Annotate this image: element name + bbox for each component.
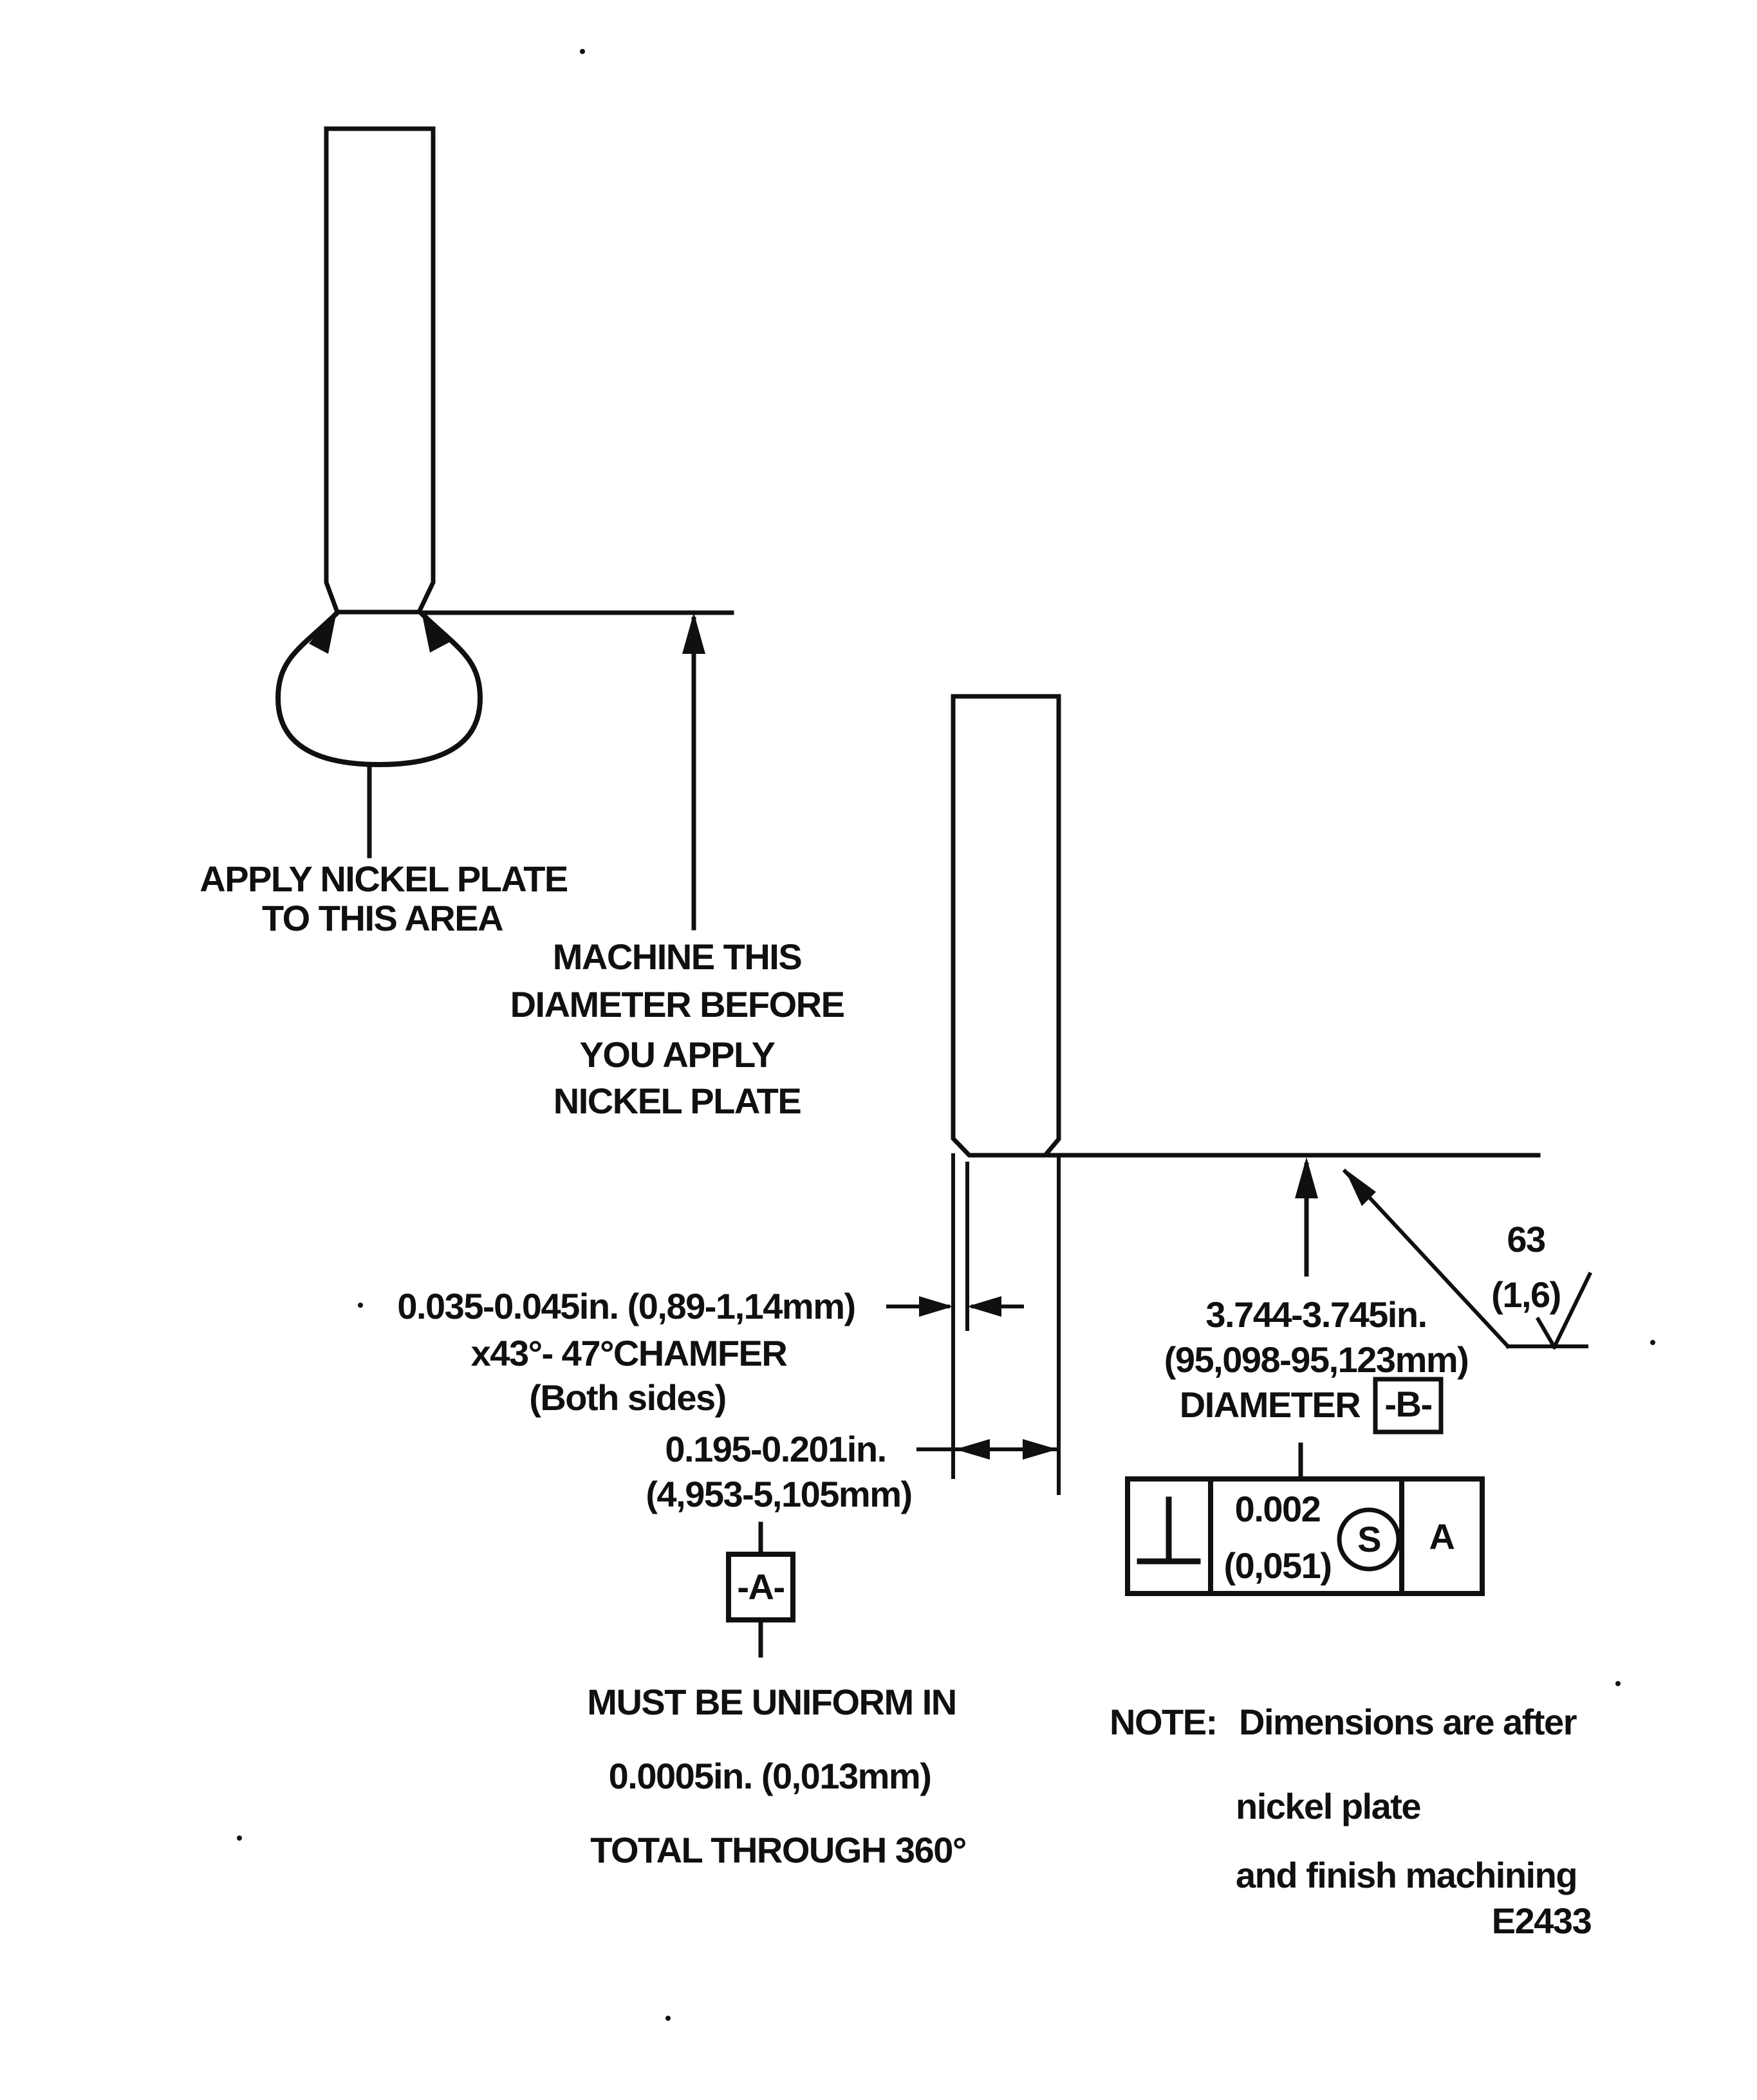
machine-diameter-label-line2: DIAMETER BEFORE: [510, 984, 844, 1025]
fcf-tolerance-in: 0.002: [1234, 1489, 1321, 1529]
width-dim-arrowhead-right: [1023, 1439, 1057, 1460]
machine-diameter-label-line1: MACHINE THIS: [552, 936, 802, 977]
nickel-plate-balloon: [278, 615, 480, 765]
fcf-material-modifier: S: [1357, 1519, 1380, 1559]
diameter-arrowhead-up: [1295, 1157, 1318, 1198]
width-dimension-line1: 0.195-0.201in.: [665, 1429, 886, 1469]
chamfer-dimension-line2: x43°- 47°CHAMFER: [470, 1333, 787, 1373]
chamfer-dimension-line3: (Both sides): [529, 1377, 726, 1418]
photocopy-speck: [665, 2016, 671, 2021]
balloon-arrowhead-left: [309, 609, 337, 654]
photocopy-speck: [1615, 1681, 1621, 1686]
uniformity-note-line2: 0.0005in. (0,013mm): [608, 1756, 931, 1796]
machine-diameter-label-line3: YOU APPLY: [579, 1034, 775, 1075]
width-dimension-line2: (4,953-5,105mm): [646, 1474, 912, 1514]
photocopy-speck: [237, 1835, 242, 1841]
datum-b-label: -B-: [1384, 1384, 1432, 1424]
uniformity-note-line3: TOTAL THROUGH 360°: [590, 1830, 966, 1870]
right-part-outline: [953, 696, 1059, 1155]
figure-id: E2433: [1491, 1900, 1592, 1941]
width-dim-arrowhead-left: [955, 1439, 990, 1460]
diameter-dimension-line2: (95,098-95,123mm): [1164, 1339, 1469, 1380]
surface-check-icon-left-leg: [1538, 1319, 1554, 1347]
apply-nickel-plate-label-line2: TO THIS AREA: [261, 898, 503, 938]
fcf-tolerance-mm: (0,051): [1223, 1545, 1332, 1586]
note-line1: Dimensions are after: [1239, 1702, 1576, 1742]
chamfer-dim-arrowhead-left: [919, 1296, 953, 1317]
apply-nickel-plate-label-line1: APPLY NICKEL PLATE: [200, 859, 568, 899]
machine-diameter-label-line4: NICKEL PLATE: [553, 1081, 801, 1121]
chamfer-dimension-line1: 0.035-0.045in. (0,89-1,14mm): [397, 1286, 855, 1326]
datum-a-label: -A-: [737, 1566, 785, 1607]
chamfer-dim-arrowhead-right: [967, 1296, 1001, 1317]
note-line3: and finish machining: [1236, 1855, 1577, 1895]
diameter-dimension-line1: 3.744-3.745in.: [1205, 1294, 1427, 1335]
surface-finish-micrometers: (1,6): [1491, 1274, 1561, 1315]
photocopy-speck: [580, 49, 585, 54]
left-part-outline: [326, 129, 433, 612]
fcf-datum-reference: A: [1429, 1516, 1455, 1557]
uniformity-note-line1: MUST BE UNIFORM IN: [587, 1682, 956, 1722]
photocopy-speck: [358, 1303, 363, 1308]
note-line2: nickel plate: [1236, 1786, 1421, 1826]
diameter-word-label: DIAMETER: [1179, 1384, 1361, 1425]
note-label: NOTE:: [1110, 1702, 1217, 1742]
photocopy-speck: [1650, 1340, 1655, 1345]
balloon-arrowhead-right: [421, 609, 449, 653]
surface-finish-microinches: 63: [1507, 1219, 1545, 1259]
machine-arrowhead-up: [682, 613, 705, 654]
